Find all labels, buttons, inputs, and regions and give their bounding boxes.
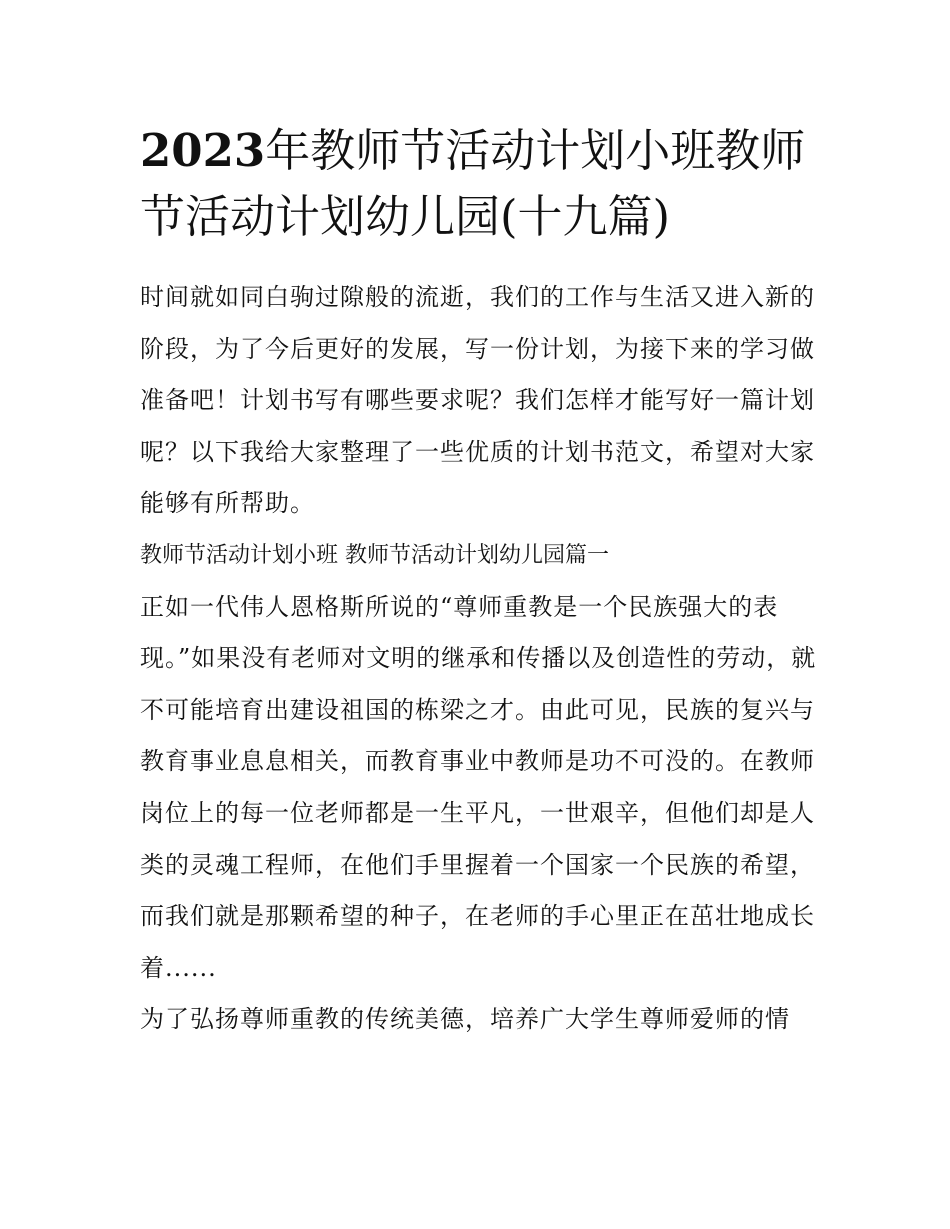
document-title <box>140 118 820 250</box>
section-heading: 教师节活动计划小班 教师节活动计划幼儿园篇一 <box>140 542 609 568</box>
body-paragraph-2: 为了弘扬尊师重教的传统美德，培养广大学生尊师爱师的情 <box>140 1005 790 1034</box>
intro-paragraph: 时间就如同白驹过隙般的流逝，我们的工作与生活又进入新的阶段，为了今后更好的发展，写一份计划，为接下来的学习做准备吧！计划书写有哪些要求呢？我们怎样才能写好一篇计划呢？以下我给大家整理了一些优质的计划书范文，希望对大家能够有所帮助。 <box>140 283 815 518</box>
title-text: 年教师节活动计划小班教师节活动计划幼儿园(十九篇) <box>140 124 806 243</box>
title-year: 2023 <box>140 124 266 177</box>
document-page <box>140 118 820 1046</box>
body-paragraph-1: 正如一代伟人恩格斯所说的“尊师重教是一个民族强大的表现。”如果没有老师对文明的继承和传播以及创造性的劳动，就不可能培育出建设祖国的栋梁之才。由此可见，民族的复兴与教育事业息息相关，而教育事业中教师是功不可没的。在教师岗位上的每一位老师都是一生平凡，一世艰辛，但他们却是人类的灵魂工程师，在他们手里握着一个国家一个民族的希望，而我们就是那颗希望的种子，在老师的手心里正在茁壮地成长着...... <box>140 592 817 982</box>
